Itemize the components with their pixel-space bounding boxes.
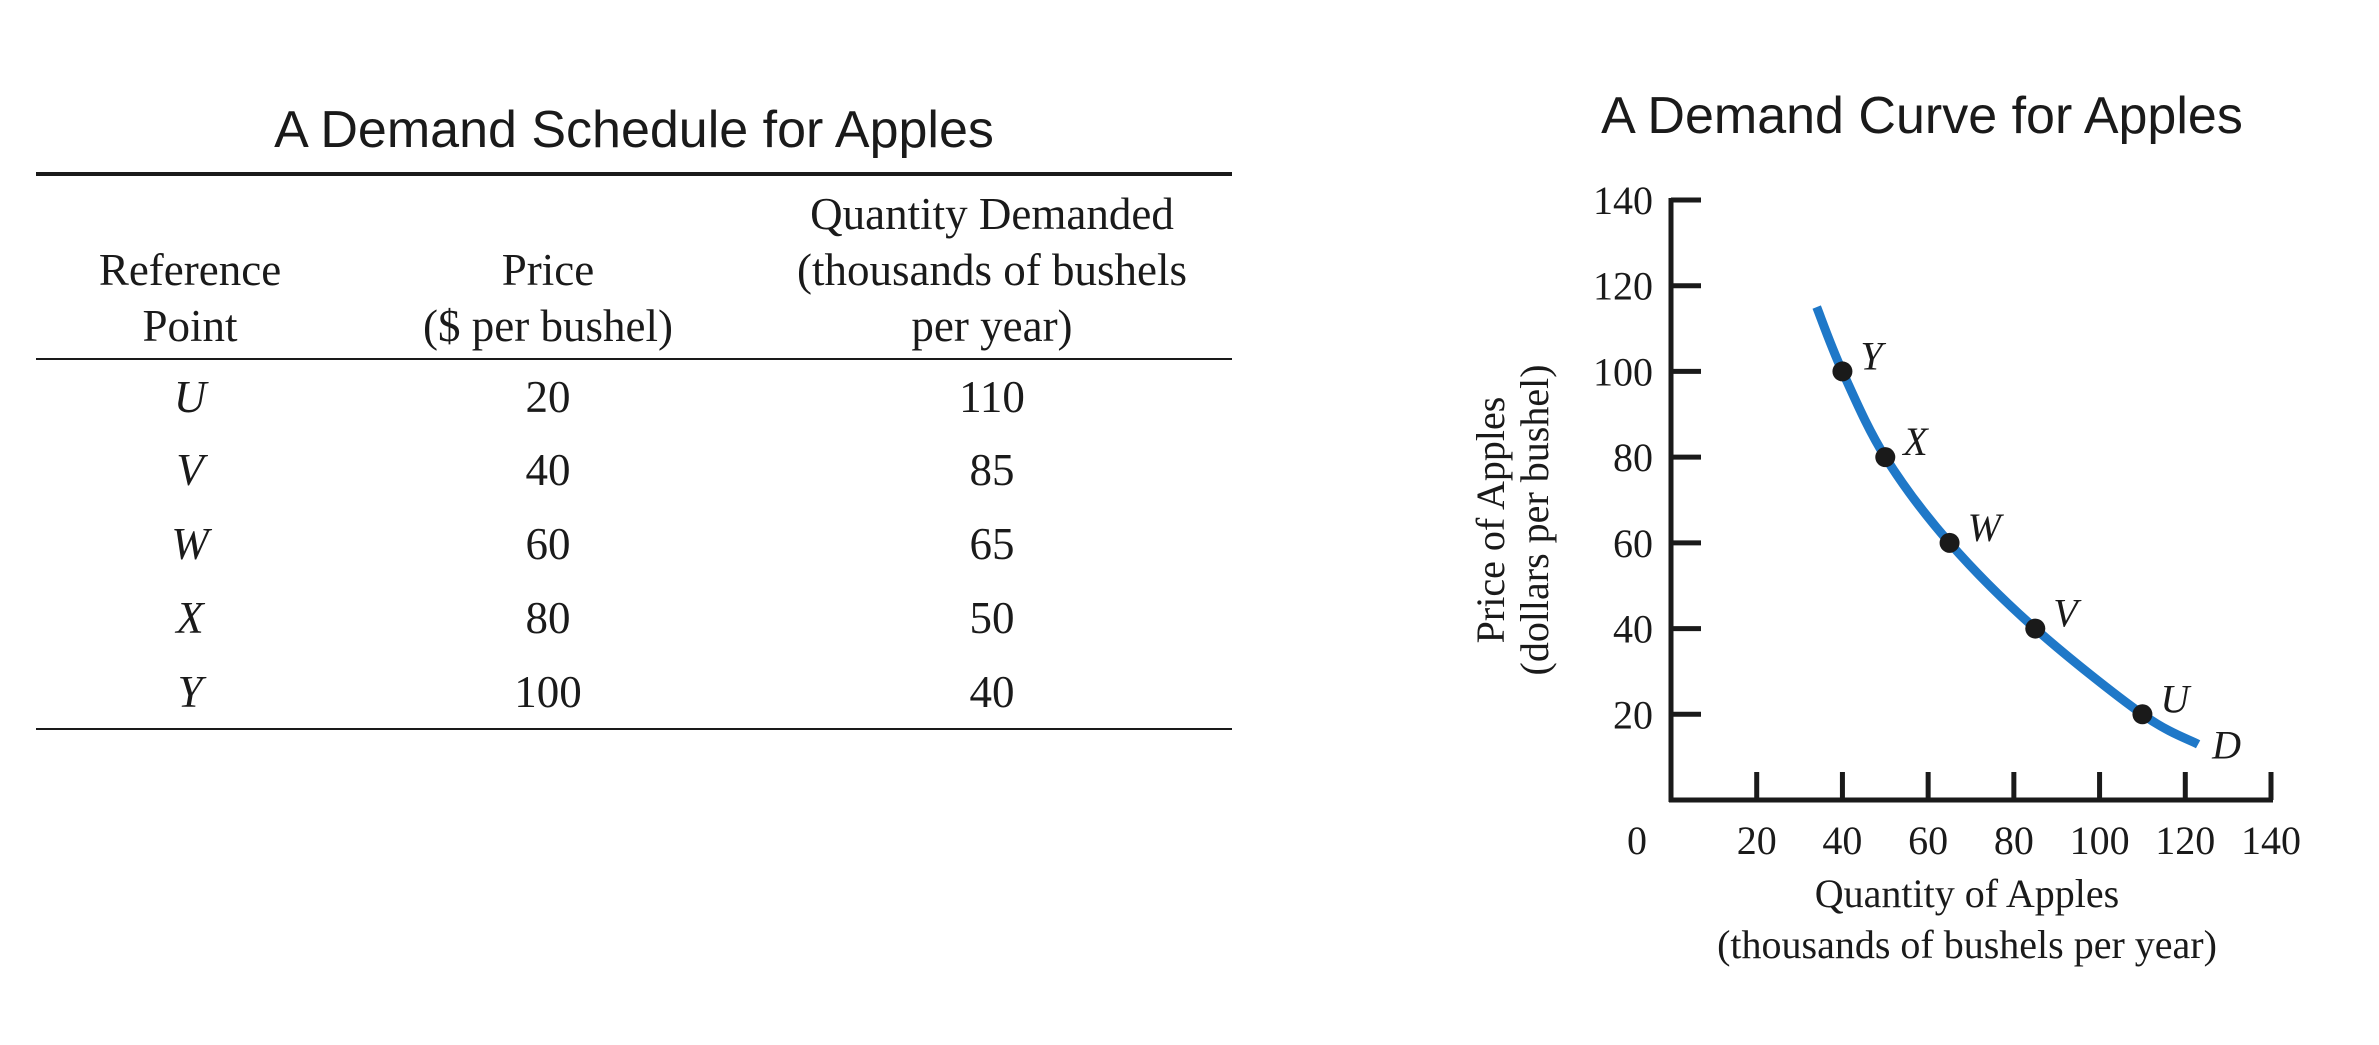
- origin-label: 0: [1627, 818, 1647, 863]
- y-tick-label: 100: [1593, 349, 1653, 395]
- demand-schedule-table: [36, 172, 1232, 730]
- cell-quantity: 110: [959, 371, 1025, 422]
- cell-reference-point: V: [176, 445, 204, 495]
- cell-quantity: 85: [969, 445, 1015, 495]
- y-tick-label: 40: [1613, 606, 1653, 652]
- data-point-label: W: [1967, 504, 2001, 550]
- header-reference-point: Reference Point: [98, 245, 282, 351]
- cell-quantity: 50: [969, 593, 1015, 643]
- x-tick-label: 100: [2069, 818, 2130, 863]
- y-axis-label-line-2: (dollars per bushel): [1512, 364, 1557, 676]
- data-point: [1875, 447, 1895, 467]
- data-point-label: X: [1903, 419, 1928, 465]
- table-row: [36, 433, 1232, 507]
- data-point: [1940, 533, 1960, 553]
- data-point: [2132, 704, 2152, 724]
- x-tick-label: 40: [1822, 818, 1863, 863]
- table-row: [36, 507, 1232, 581]
- x-axis-label-line-2: (thousands of bushels per year): [1717, 922, 2217, 967]
- data-point: [1832, 361, 1852, 381]
- header-quantity-demanded: Quantity Demanded (thousands of bushels per year): [797, 189, 1187, 351]
- data-point-label: U: [2160, 676, 2190, 722]
- header-price: Price ($ per bushel): [423, 245, 673, 351]
- y-tick-label: 60: [1613, 520, 1653, 566]
- curve-label: D: [2212, 722, 2242, 768]
- cell-price: 100: [514, 666, 582, 717]
- demand-schedule: [36, 60, 1232, 730]
- cell-reference-point: X: [176, 593, 204, 643]
- x-tick-label: 80: [1993, 818, 2034, 863]
- table-title: A Demand Schedule for Apples: [274, 101, 994, 159]
- y-tick-label: 20: [1613, 692, 1653, 738]
- demand-curve-chart: [1440, 40, 2340, 1000]
- x-tick-label: 140: [2241, 818, 2301, 863]
- data-point-label: Y: [1860, 333, 1883, 379]
- cell-price: 80: [525, 593, 571, 643]
- x-axis-label-line-1: Quantity of Apples: [1814, 871, 2120, 916]
- cell-quantity: 65: [969, 519, 1015, 569]
- table-row: [36, 655, 1232, 729]
- cell-price: 60: [525, 519, 571, 569]
- y-axis-label-line-1: Price of Apples: [1468, 396, 1513, 644]
- y-tick-label: 80: [1613, 435, 1653, 481]
- y-tick-label: 120: [1593, 263, 1653, 309]
- cell-reference-point: Y: [177, 666, 203, 717]
- cell-reference-point: W: [171, 519, 209, 569]
- data-point: [2025, 619, 2045, 639]
- cell-reference-point: U: [173, 371, 207, 422]
- data-point-label: V: [2053, 590, 2078, 636]
- x-tick-label: 60: [1908, 818, 1949, 863]
- table-row: [36, 581, 1232, 655]
- x-tick-label: 120: [2155, 818, 2216, 863]
- table-header-row: [36, 174, 1232, 359]
- cell-price: 20: [525, 371, 571, 422]
- cell-price: 40: [525, 445, 571, 495]
- chart-title: A Demand Curve for Apples: [1601, 87, 2243, 145]
- chart-points: [1832, 333, 2192, 724]
- chart-ticks: [1593, 178, 2301, 863]
- y-tick-label: 140: [1593, 178, 1653, 223]
- x-tick-label: 20: [1736, 818, 1777, 863]
- table-row: [36, 359, 1232, 433]
- cell-quantity: 40: [969, 666, 1015, 717]
